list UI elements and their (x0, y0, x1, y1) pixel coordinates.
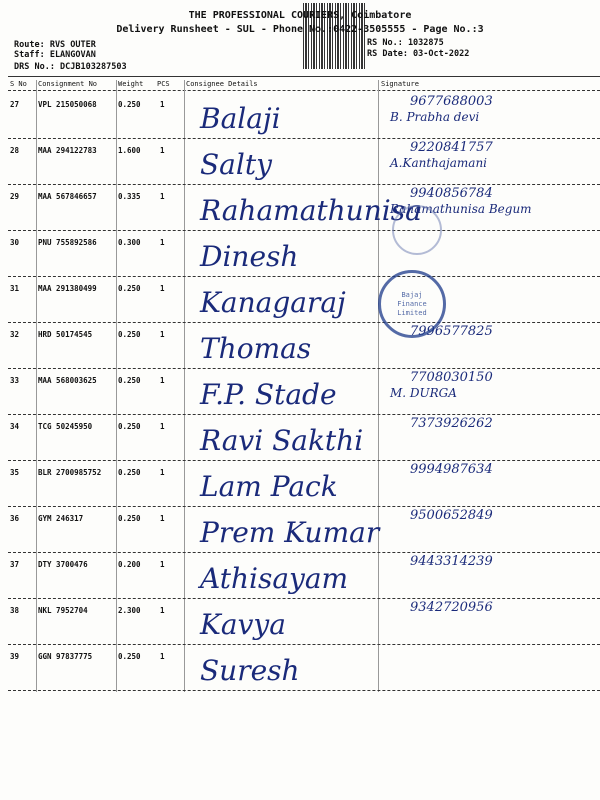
row-weight: 0.250 (118, 652, 141, 661)
row-rule (8, 368, 600, 369)
consignee-handwriting: F.P. Stade (200, 378, 337, 411)
row-consignment: VPL 215050068 (38, 100, 97, 109)
signature-name: M. DURGA (390, 386, 457, 400)
col-divider (184, 80, 185, 692)
signature-phone: 9940856784 (410, 186, 493, 201)
staff-label: Staff: ELANGOVAN (14, 50, 96, 60)
row-consignment: GYM 246317 (38, 514, 84, 523)
row-pcs: 1 (160, 192, 165, 201)
route-label: Route: RVS OUTER (14, 40, 96, 50)
col-sno: S No (10, 80, 27, 88)
runsheet-subtitle: Delivery Runsheet - SUL - Phone No.:0422-3505555 - Page No.:3 (116, 24, 484, 35)
row-pcs: 1 (160, 100, 165, 109)
signature-phone: 9994987634 (410, 462, 493, 477)
row-pcs: 1 (160, 560, 165, 569)
row-consignment: HRD 50174545 (38, 330, 93, 339)
row-consignment: MAA 291380499 (38, 284, 97, 293)
col-consignee: Consignee Details (186, 80, 258, 88)
consignee-handwriting: Rahamathunisa (200, 194, 422, 227)
signature-phone: 9677688003 (410, 94, 493, 109)
col-divider (116, 80, 117, 692)
signature-phone: 9342720956 (410, 600, 493, 615)
signature-name: Rahamathunisa Begum (390, 202, 532, 216)
row-sno: 34 (10, 422, 20, 431)
row-pcs: 1 (160, 422, 165, 431)
row-sno: 32 (10, 330, 20, 339)
signature-phone: 7708030150 (410, 370, 493, 385)
consignee-handwriting: Athisayam (200, 562, 349, 595)
row-sno: 29 (10, 192, 20, 201)
row-pcs: 1 (160, 652, 165, 661)
col-pcs: PCS (157, 80, 170, 88)
row-weight: 1.600 (118, 146, 141, 155)
row-pcs: 1 (160, 330, 165, 339)
row-weight: 0.250 (118, 468, 141, 477)
row-rule (8, 506, 600, 507)
row-sno: 33 (10, 376, 20, 385)
stamp-text: Bajaj Finance Limited (397, 290, 427, 317)
row-weight: 0.250 (118, 284, 141, 293)
stamp-mark (392, 205, 442, 255)
row-sno: 37 (10, 560, 20, 569)
col-divider (378, 80, 379, 692)
row-weight: 0.250 (118, 376, 141, 385)
row-pcs: 1 (160, 606, 165, 615)
row-rule (8, 230, 600, 231)
row-sno: 28 (10, 146, 20, 155)
signature-name: A.Kanthajamani (390, 156, 488, 170)
consignee-handwriting: Kanagaraj (200, 286, 346, 319)
signature-phone: 9500652849 (410, 508, 493, 523)
row-rule (8, 552, 600, 553)
header-rule (8, 76, 600, 77)
consignee-handwriting: Ravi Sakthi (200, 424, 364, 457)
row-sno: 35 (10, 468, 20, 477)
row-consignment: DTY 3700476 (38, 560, 88, 569)
row-sno: 30 (10, 238, 20, 247)
col-divider (36, 80, 37, 692)
signature-phone: 7373926262 (410, 416, 493, 431)
row-consignment: MAA 294122783 (38, 146, 97, 155)
col-consignment: Consignment No (38, 80, 98, 88)
row-sno: 36 (10, 514, 20, 523)
row-consignment: PNU 755892586 (38, 238, 97, 247)
row-weight: 0.335 (118, 192, 141, 201)
colhead-rule (8, 90, 600, 91)
row-rule (8, 598, 600, 599)
drs-label: DRS No.: DCJB103287503 (14, 62, 127, 72)
row-pcs: 1 (160, 376, 165, 385)
row-rule (8, 460, 600, 461)
row-pcs: 1 (160, 468, 165, 477)
consignee-handwriting: Prem Kumar (200, 516, 380, 549)
col-weight: Weight (118, 80, 144, 88)
rs-number: RS No.: 1032875 (367, 38, 444, 48)
row-weight: 0.250 (118, 422, 141, 431)
row-consignment: TCG 50245950 (38, 422, 93, 431)
row-weight: 2.300 (118, 606, 141, 615)
consignee-handwriting: Thomas (200, 332, 312, 365)
row-consignment: GGN 97837775 (38, 652, 93, 661)
signature-phone: 9443314239 (410, 554, 493, 569)
row-rule (8, 414, 600, 415)
row-weight: 0.200 (118, 560, 141, 569)
row-rule (8, 276, 600, 277)
row-pcs: 1 (160, 238, 165, 247)
signature-phone: 7996577825 (410, 324, 493, 339)
row-weight: 0.300 (118, 238, 141, 247)
row-rule (8, 644, 600, 645)
row-weight: 0.250 (118, 330, 141, 339)
consignee-handwriting: Salty (200, 148, 272, 181)
consignee-handwriting: Dinesh (200, 240, 299, 273)
company-title: THE PROFESSIONAL COURIERS, Coimbatore (188, 10, 412, 21)
signature-phone: 9220841757 (410, 140, 493, 155)
consignee-handwriting: Suresh (200, 654, 300, 687)
rs-date: RS Date: 03-Oct-2022 (367, 49, 470, 59)
consignee-handwriting: Balaji (200, 102, 281, 135)
row-pcs: 1 (160, 284, 165, 293)
row-rule (8, 322, 600, 323)
row-rule (8, 138, 600, 139)
row-sno: 31 (10, 284, 20, 293)
col-signature: Signature (381, 80, 419, 88)
row-rule (8, 690, 600, 691)
row-rule (8, 184, 600, 185)
row-consignment: NKL 7952704 (38, 606, 88, 615)
consignee-handwriting: Lam Pack (200, 470, 338, 503)
row-pcs: 1 (160, 514, 165, 523)
signature-name: B. Prabha devi (390, 110, 480, 124)
row-weight: 0.250 (118, 514, 141, 523)
row-consignment: BLR 2700985752 (38, 468, 102, 477)
row-weight: 0.250 (118, 100, 141, 109)
row-sno: 38 (10, 606, 20, 615)
consignee-handwriting: Kavya (200, 608, 286, 641)
row-consignment: MAA 568003625 (38, 376, 97, 385)
row-pcs: 1 (160, 146, 165, 155)
row-sno: 27 (10, 100, 20, 109)
company-stamp (378, 270, 446, 338)
row-sno: 39 (10, 652, 20, 661)
row-consignment: MAA 567846657 (38, 192, 97, 201)
